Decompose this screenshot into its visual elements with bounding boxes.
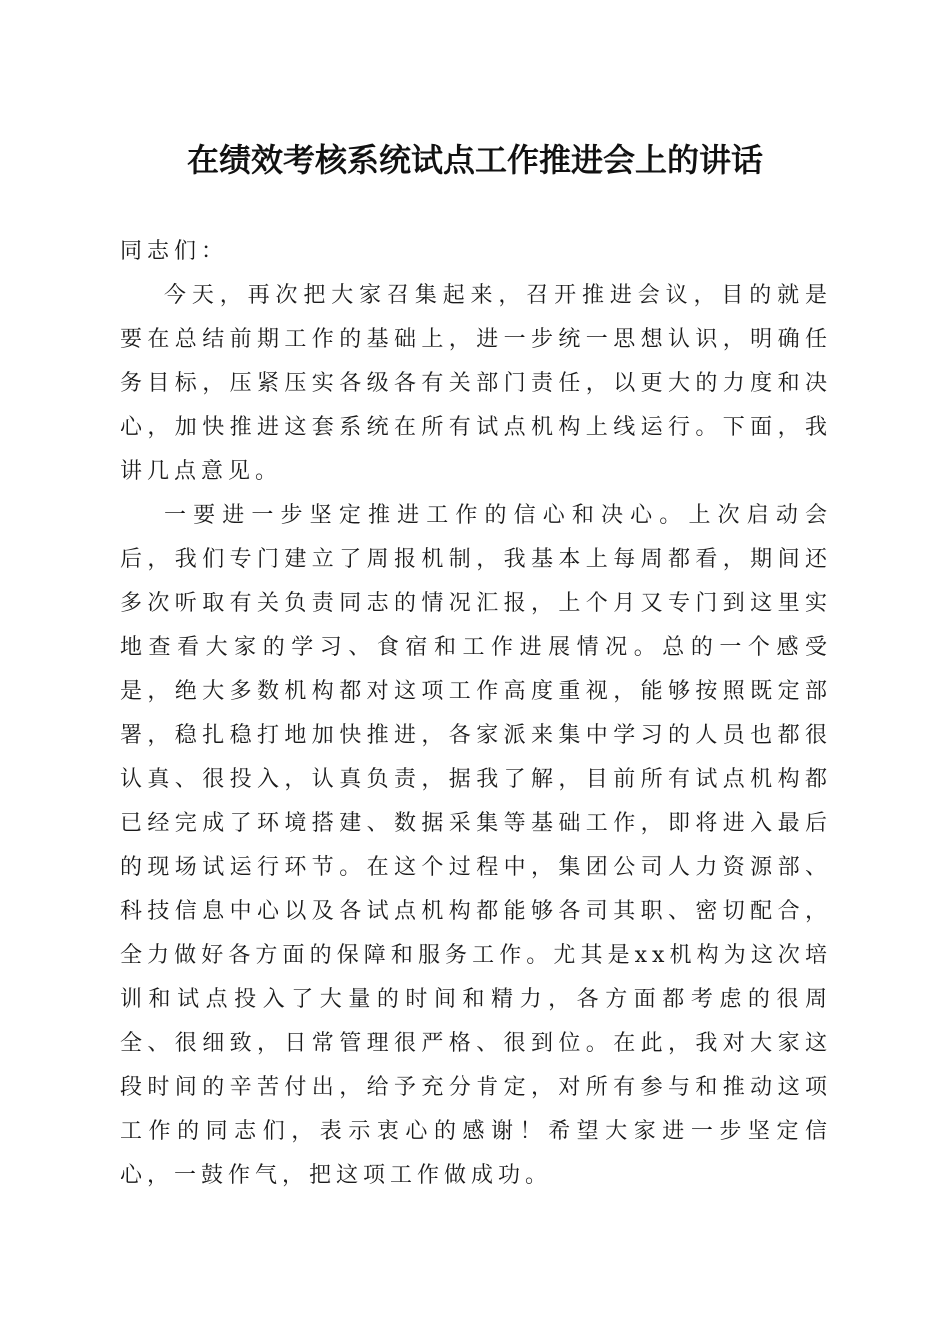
paragraph-intro: 今天，再次把大家召集起来，召开推进会议，目的就是要在总结前期工作的基础上，进一步统一思想认识，明确任务目标，压紧压实各级各有关部门责任，以更大的力度和决心，加快推进这套系统在所有试点机构上线运行。下面，我讲几点意见。 [120, 283, 832, 484]
paragraph-confidence: 一要进一步坚定推进工作的信心和决心。上次启动会后，我们专门建立了周报机制，我基本上每周都看，期间还多次听取有关负责同志的情况汇报，上个月又专门到这里实地查看大家的学习、食宿和工作进展情况。总的一个感受是，绝大多数机构都对这项工作高度重视，能够按照既定部署，稳扎稳打地加快推进，各家派来集中学习的人员也都很认真、很投入，认真负责，据我了解，目前所有试点机构都已经完成了环境搭建、数据采集等基础工作，即将进入最后的现场试运行环节。在这个过程中，集团公司人力资源部、科技信息中心以及各试点机构都能够各司其职、密切配合，全力做好各方面的保障和服务工作。尤其是xx机构为这次培训和试点投入了大量的时间和精力，各方面都考虑的很周全、很细致，日常管理很严格、很到位。在此，我对大家这段时间的辛苦付出，给予充分肯定，对所有参与和推动这项工作的同志们，表示衷心的感谢！希望大家进一步坚定信心，一鼓作气，把这项工作做成功。 [120, 503, 832, 1188]
document-title: 在绩效考核系统试点工作推进会上的讲话 [186, 141, 763, 179]
greeting: 同志们： [120, 239, 229, 264]
document-body [120, 230, 832, 1198]
